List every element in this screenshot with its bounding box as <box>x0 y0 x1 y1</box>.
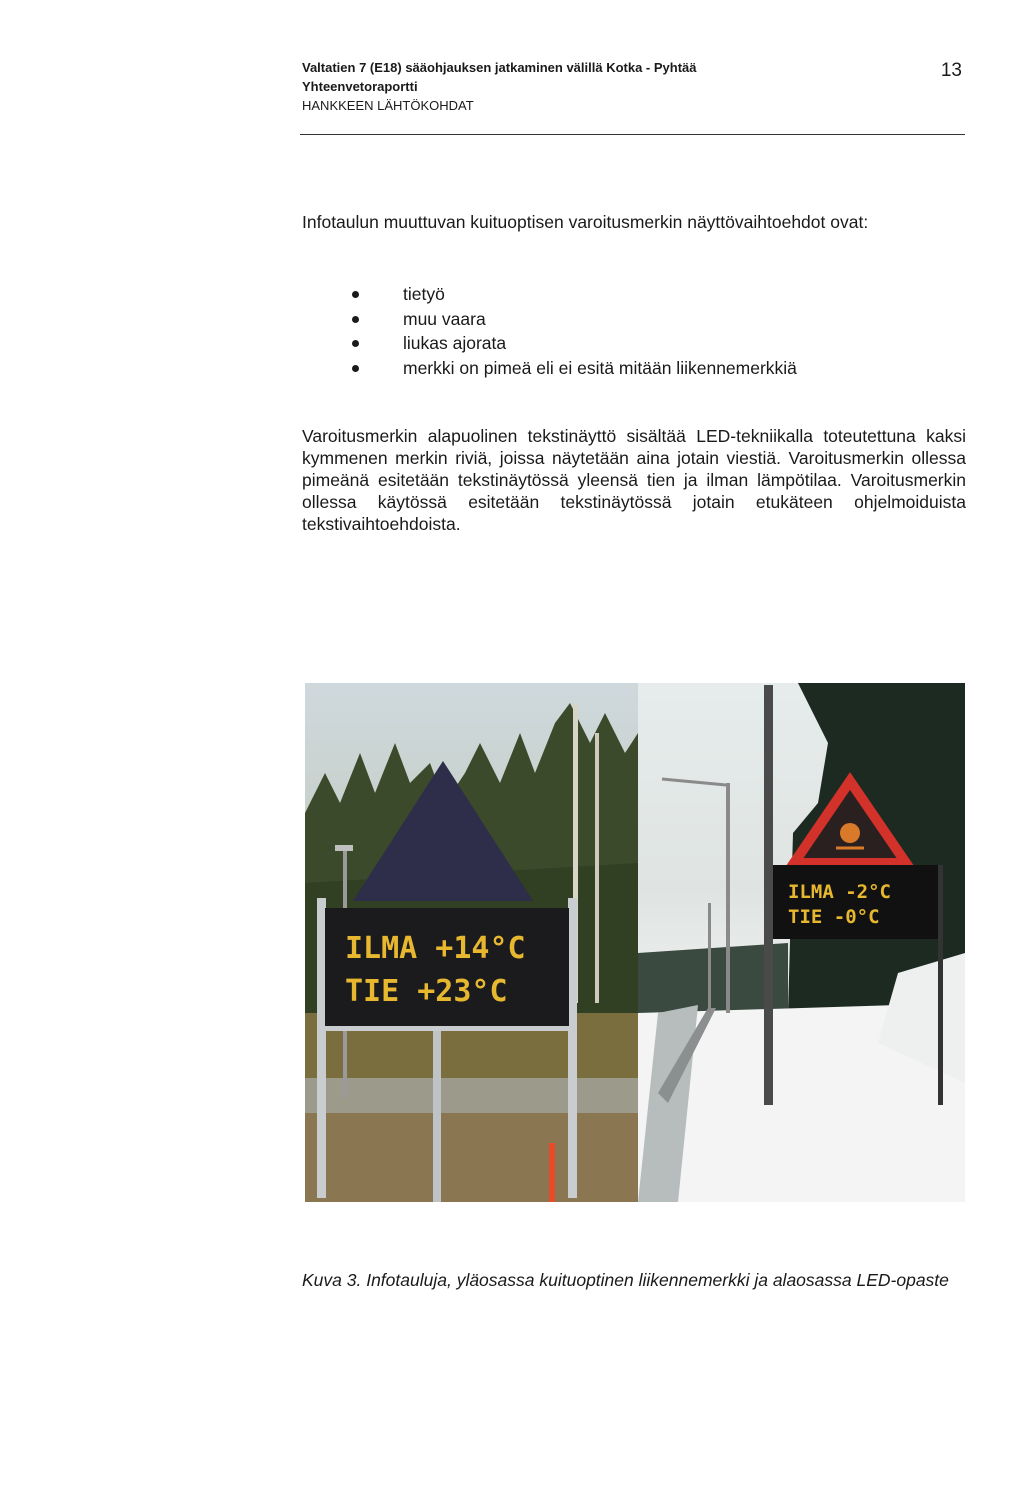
list-item-text: liukas ajorata <box>403 333 507 353</box>
header-section: HANKKEEN LÄHTÖKOHDAT <box>302 98 474 113</box>
led-line-1: ILMA -2°C <box>788 881 891 903</box>
led-line-2: TIE +23°C <box>345 974 508 1009</box>
header-title: Valtatien 7 (E18) sääohjauksen jatkaminen välillä Kotka - Pyhtää <box>302 60 697 75</box>
header-report-type: Yhteenvetoraportti <box>302 79 418 94</box>
led-line-2: TIE -0°C <box>788 906 880 928</box>
photo-winter-sign <box>638 683 965 1202</box>
list-item-text: muu vaara <box>403 308 486 329</box>
figure-caption: Kuva 3. Infotauluja, yläosassa kuituoptinen liikennemerkki ja alaosassa LED-opaste <box>302 1270 949 1290</box>
running-header <box>302 58 970 115</box>
list-item-text: tietyö <box>403 284 445 304</box>
list-item-text: merkki on pimeä eli ei esitä mitään liikennemerkkiä <box>403 357 797 378</box>
led-line-1: ILMA +14°C <box>345 931 526 966</box>
description-paragraph: Varoitusmerkin alapuolinen tekstinäyttö sisältää LED-tekniikalla toteutettuna kaksi kymmenen merkin riviä, joissa näytetään aina jotain viestiä. Varoitusmerkin ollessa pimeänä esitetään tekstinäytössä yleensä tien ja ilman lämpötilaa. Varoitusmerkin ollessa käytössä esitetään tekstinäytössä jotain etukäteen ohjelmoiduista tekstivaihtoehdoista. <box>302 426 966 534</box>
bullet-icon <box>352 340 359 347</box>
photo-winter-sign-image <box>638 683 965 1202</box>
bullet-icon <box>352 365 359 372</box>
photo-summer-sign-image <box>305 683 638 1202</box>
page-number: 13 <box>940 60 962 81</box>
bullet-icon <box>352 291 359 298</box>
list-item <box>352 307 797 332</box>
list-item <box>352 331 797 356</box>
bullet-list <box>352 282 797 380</box>
list-item <box>352 282 797 307</box>
list-item <box>352 356 797 381</box>
bullet-icon <box>352 316 359 323</box>
intro-paragraph: Infotaulun muuttuvan kuituoptisen varoitusmerkin näyttövaihtoehdot ovat: <box>302 212 869 232</box>
header-rule <box>300 134 965 135</box>
photo-summer-sign <box>305 683 638 1202</box>
